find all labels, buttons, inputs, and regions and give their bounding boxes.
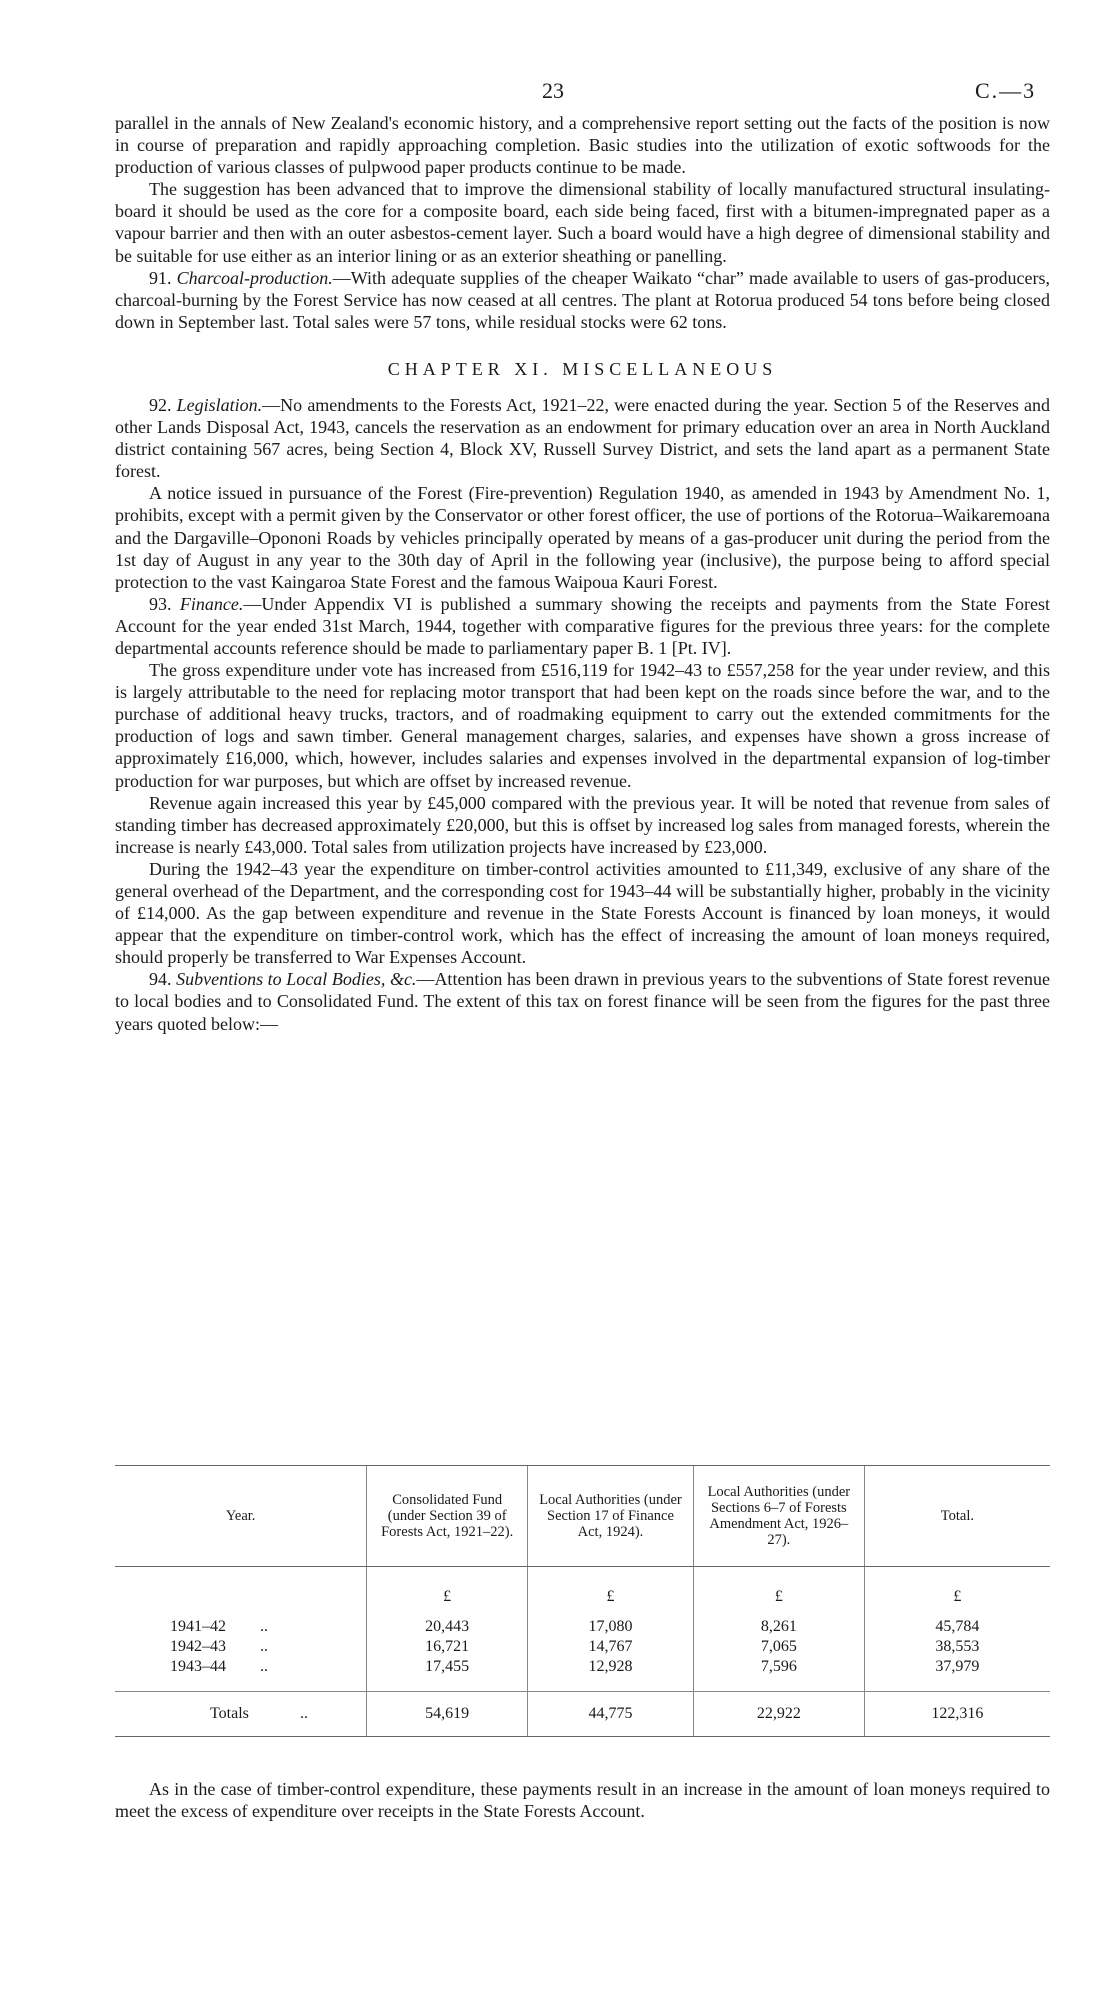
section-number: 91. xyxy=(149,267,177,288)
value-cell: 17,455 xyxy=(367,1657,528,1692)
document-code: C.—3 xyxy=(975,78,1037,103)
value-cell: 7,065 xyxy=(693,1637,864,1657)
column-header-local-authorities-finance-act: Local Authorities (under Section 17 of Finance Act, 1924). xyxy=(528,1466,694,1567)
subventions-table xyxy=(115,1465,1050,1737)
value-cell: 14,767 xyxy=(528,1637,694,1657)
paragraph: During the 1942–43 year the expenditure on timber-control activities amounted to £11,349, exclusive of any share of the general overhead of the Department, and the corresponding cost for 1943–44 will be substantially higher, probably in the vicinity of £14,000. As the gap between expenditure and revenue in the State Forests Account is financed by loan moneys, it would appear that the expenditure on timber-control work, which has the effect of increasing the amount of loan moneys required, should properly be transferred to War Expenses Account. xyxy=(115,858,1050,968)
total-value-cell: 122,316 xyxy=(864,1692,1050,1737)
value-cell: 12,928 xyxy=(528,1657,694,1692)
column-header-total: Total. xyxy=(864,1466,1050,1567)
empty-cell xyxy=(115,1567,367,1618)
section-heading: Finance. xyxy=(179,593,244,614)
table-row xyxy=(115,1637,1050,1657)
totals-row xyxy=(115,1692,1050,1737)
subventions-table-container xyxy=(115,1465,1050,1737)
total-value-cell: 44,775 xyxy=(528,1692,694,1737)
paragraph-text: —Attention has been drawn in previous years to the subventions of State forest revenue to local bodies and to Consolidated Fund. The extent of this tax on forest finance will be seen from the figures for the past three years quoted below:— xyxy=(115,969,1050,1034)
paragraph-92 xyxy=(115,394,1050,482)
closing-section xyxy=(115,1778,1050,1822)
totals-label-cell: Totals .. xyxy=(115,1692,367,1737)
paragraph-text: —With adequate supplies of the cheaper Waikato “char” made available to users of gas-producers, charcoal-burning by the Forest Service has now ceased at all centres. The plant at Rotorua produced 54 tons before being closed down in September last. Total sales were 57 tons, while residual stocks were 62 tons. xyxy=(115,267,1050,332)
year-cell: 1943–44 .. xyxy=(170,1658,268,1675)
paragraph: Revenue again increased this year by £45,000 compared with the previous year. It will be noted that revenue from sales of standing timber has decreased approximately £20,000, but this is offset by increased log sales from managed forests, wherein the increase is nearly £43,000. Total sales from utilization projects have increased by £23,000. xyxy=(115,792,1050,857)
units-row xyxy=(115,1567,1050,1618)
value-cell: 20,443 xyxy=(367,1617,528,1637)
section-number: 92. xyxy=(149,394,177,415)
paragraph-text: —No amendments to the Forests Act, 1921–22, were enacted during the year. Section 5 of the Reserves and other Lands Disposal Act, 1943, cancels the reservation as an endowment for primary education over an area in North Auckland district containing 567 acres, being Section 4, Block XV, Russell Survey District, and sets the land apart as a permanent State forest. xyxy=(115,394,1050,482)
column-header-year: Year. xyxy=(115,1466,367,1567)
year-cell: 1941–42 .. xyxy=(170,1618,268,1635)
chapter-title: CHAPTER XI. MISCELLANEOUS xyxy=(387,358,778,379)
paragraph: The suggestion has been advanced that to improve the dimensional stability of locally manufactured structural insulating-board it should be used as the core for a composite board, each side being faced, first with a bitumen-impregnated paper as a vapour barrier and then with an outer asbestos-cement layer. Such a board would have a high degree of dimensional stability and be suitable for use either as an interior lining or as an exterior sheathing or panelling. xyxy=(115,179,1050,266)
unit-cell: £ xyxy=(864,1567,1050,1618)
table-row xyxy=(115,1657,1050,1692)
unit-cell: £ xyxy=(528,1567,694,1618)
section-heading: Charcoal-production. xyxy=(176,267,333,288)
value-cell: 7,596 xyxy=(693,1657,864,1692)
paragraph-94 xyxy=(115,968,1050,1034)
section-number: 94. xyxy=(149,969,177,990)
paragraph-text: —Under Appendix VI is published a summary showing the receipts and payments from the State Forest Account for the year ended 31st March, 1944, together with comparative figures for the previous three years: for the complete departmental accounts reference should be made to parliamentary paper B. 1 [Pt. IV]. xyxy=(115,593,1050,658)
column-header-consolidated-fund: Consolidated Fund (under Section 39 of Forests Act, 1921–22). xyxy=(367,1466,528,1567)
paragraph: A notice issued in pursuance of the Forest (Fire-prevention) Regulation 1940, as amended in 1943 by Amendment No. 1, prohibits, except with a permit given by the Conservator or other forest officer, the use of portions of the Rotorua–Waikaremoana and the Dargaville–Opononi Roads by vehicles principally operated by means of a gas-producer unit during the period from the 1st day of August in any year to the 30th day of April in the following year (inclusive), the purpose being to afford special protection to the vast Kaingaroa State Forest and the famous Waipoua Kauri Forest. xyxy=(115,483,1050,592)
value-cell: 16,721 xyxy=(367,1637,528,1657)
section-heading: Subventions to Local Bodies, &c. xyxy=(176,969,417,990)
paragraph: The gross expenditure under vote has increased from £516,119 for 1942–43 to £557,258 for the year under review, and this is largely attributable to the need for replacing motor transport that had been kept on the roads since before the war, and to the purchase of additional heavy trucks, tractors, and of roadmaking equipment to carry out the extended commitments for the production of logs and sawn timber. General management charges, salaries, and expenses have shown a gross increase of approximately £16,000, which, however, includes salaries and expenses involved in the departmental expansion of log-timber production for war purposes, but which are offset by increased revenue. xyxy=(115,660,1050,791)
unit-cell: £ xyxy=(367,1567,528,1618)
section-number: 93. xyxy=(149,593,180,614)
section-heading: Legislation. xyxy=(176,394,263,415)
value-cell: 38,553 xyxy=(864,1637,1050,1657)
total-value-cell: 22,922 xyxy=(693,1692,864,1737)
body-text xyxy=(115,112,1050,1035)
total-value-cell: 54,619 xyxy=(367,1692,528,1737)
paragraph-93 xyxy=(115,593,1050,659)
paragraph: parallel in the annals of New Zealand's economic history, and a comprehensive report setting out the facts of the position is now in course of preparation and rapidly approaching completion. Basic studies into the utilization of exotic softwoods for the production of various classes of pulpwood paper products continue to be made. xyxy=(115,113,1050,178)
column-header-local-authorities-forests-amendment: Local Authorities (under Sections 6–7 of Forests Amendment Act, 1926–27). xyxy=(693,1466,864,1567)
page-number: 23 xyxy=(542,78,564,103)
page-header xyxy=(0,78,1114,108)
paragraph-91 xyxy=(115,267,1050,333)
value-cell: 8,261 xyxy=(693,1617,864,1637)
value-cell: 45,784 xyxy=(864,1617,1050,1637)
year-cell: 1942–43 .. xyxy=(170,1638,268,1655)
value-cell: 37,979 xyxy=(864,1657,1050,1692)
value-cell: 17,080 xyxy=(528,1617,694,1637)
closing-paragraph: As in the case of timber-control expenditure, these payments result in an increase in the amount of loan moneys required to meet the excess of expenditure over receipts in the State Forests Account. xyxy=(115,1779,1050,1822)
unit-cell: £ xyxy=(693,1567,864,1618)
table-row xyxy=(115,1617,1050,1637)
table-header-row xyxy=(115,1466,1050,1567)
